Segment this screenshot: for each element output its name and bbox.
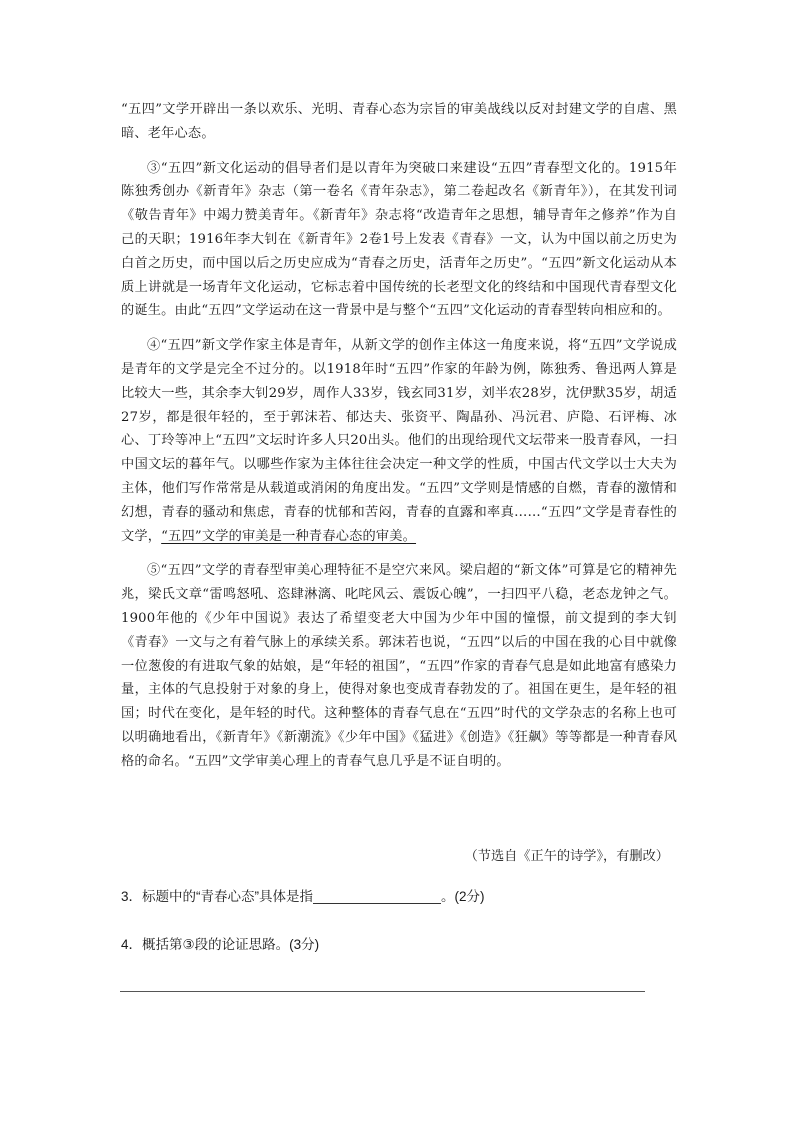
passage-paragraph-3: ③“五四”新文化运动的倡导者们是以青年为突破口来建设“五四”青春型文化的。1915年陈独秀创办《新青年》杂志（第一卷名《青年杂志》，第二卷起改名《新青年》），在其发刊词《敬告青年》中竭力赞美青年。《新青年》杂志将“改造青年之思想，辅导青年之修养”作为自己的天职；1916年李大钊在《新青年》2卷1号上发表《青春》一文，认为中国以前之历史为白首之历史，而中国以后之历史应成为“青春之历史，活青年之历史”。“五四”新文化运动从本质上讲就是一场青年文化运动，它标志着中国传统的长老型文化的终结和中国现代青春型文化的诞生。由此“五四”文学运动在这一背景中是与整个“五四”文化运动的青春型转向相应和的。	[121, 160, 677, 319]
answer-line[interactable]	[120, 991, 645, 992]
question-3-points: 。(2分)	[441, 889, 485, 904]
passage-paragraph-4	[121, 334, 677, 548]
question-4: 4．概括第③段的论证思路。(3分)	[121, 937, 320, 952]
passage-paragraph-intro: “五四”文学开辟出一条以欢乐、光明、青春心态为宗旨的审美战线以反对封建文学的自虐、黑暗、老年心态。	[121, 102, 677, 141]
question-3-prompt: 3．标题中的“青春心态”具体是指	[121, 889, 313, 904]
answer-blank[interactable]	[313, 889, 441, 904]
reading-passage	[121, 98, 677, 774]
underlined-key-sentence: “五四”文学的审美是一种青春心态的审美。	[161, 528, 417, 544]
passage-paragraph-5: ⑤“五四”文学的青春型审美心理特征不是空穴来风。梁启超的“新文体”可算是它的精神先兆，梁氏文章“雷鸣怒吼、恣肆淋漓、叱咤风云、震饭心魄”，一扫四平八稳，老态龙钟之气。1900年他的《少年中国说》表达了希望变老大中国为少年中国的憧憬，前文提到的李大钊《青春》一文与之有着气脉上的承续关系。郭沫若也说，“五四”以后的中国在我的心目中就像一位葱俊的有进取气象的姑娘，是“年轻的祖国”，“五四”作家的青春气息是如此地富有感染力量，主体的气息投射于对象的身上，使得对象也变成青春勃发的了。祖国在更生，是年轻的祖国；时代在变化，是年轻的时代。这种整体的青春气息在“五四”时代的文学杂志的名称上也可以明确地看出，《新青年》《新潮流》《少年中国》《猛进》《创造》《狂飙》等等都是一种青春风格的命名。“五四”文学审美心理上的青春气息几乎是不证自明的。	[121, 563, 677, 769]
question-3	[121, 885, 485, 905]
paragraph-4-text: ④“五四”新文学作家主体是青年，从新文学的创作主体这一角度来说，将“五四”文学说成是青年的文学是完全不过分的。以1918年时“五四”作家的年龄为例，陈独秀、鲁迅两人算是比较大一些，其余李大钊29岁，周作人33岁，钱玄同31岁，刘半农28岁，沈伊默35岁，胡适27岁，都是很年轻的，至于郭沫若、郁达夫、张资平、陶晶孙、冯沅君、庐隐、石评梅、冰心、丁玲等冲上“五四”文坛时许多人只20出头。他们的出现给现代文坛带来一股青春风，一扫中国文坛的暮年气。以哪些作家为主体往往会决定一种文学的性质，中国古代文学以士大夫为主体，他们写作常常是从载道或消闲的角度出发。“五四”文学则是情感的自燃，青春的激情和幻想，青春的骚动和焦虑，青春的忧郁和苦闷，青春的直露和率真……“五四”文学是青春性的文学，	[121, 338, 677, 544]
source-citation: （节选自《正午的诗学》，有删改）	[464, 849, 669, 864]
